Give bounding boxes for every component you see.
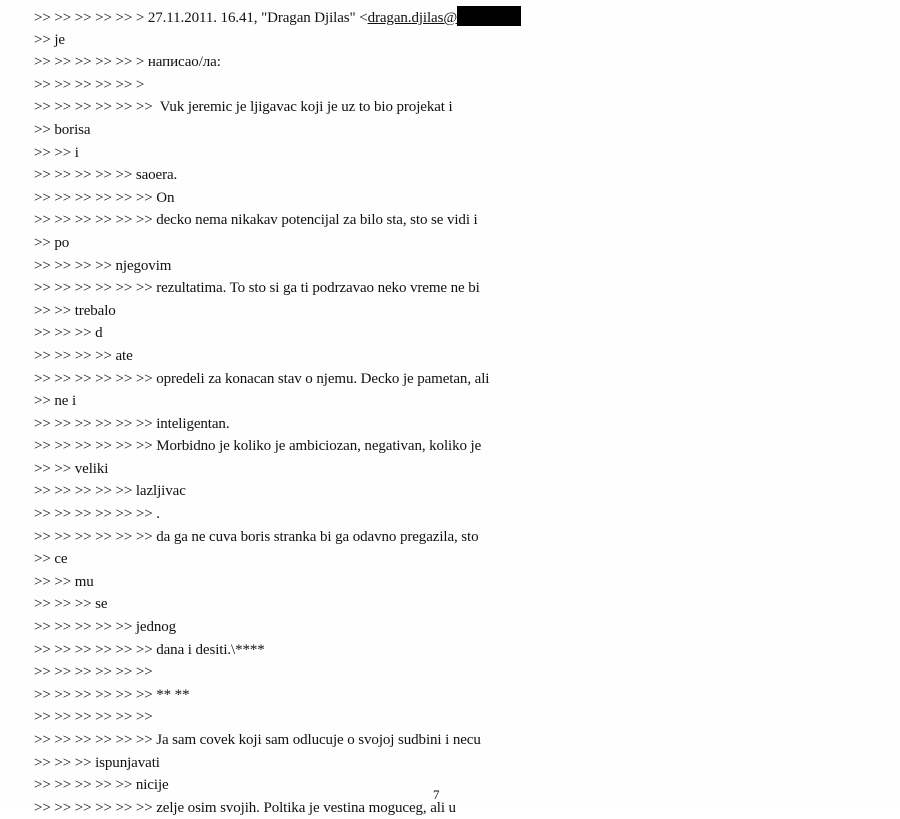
text-line: >> >> >> se bbox=[34, 596, 108, 613]
text-line: >> >> >> >> >> >> inteligentan. bbox=[34, 415, 230, 432]
redaction-box bbox=[457, 6, 521, 26]
text-line: >> >> >> >> >> >> Vuk jeremic je ljigavac koji je uz to bio projekat i bbox=[34, 99, 453, 116]
text-line: >> po bbox=[34, 234, 70, 251]
text-line: >> >> >> >> >> > bbox=[34, 76, 145, 93]
text-line: >> ne i bbox=[34, 393, 77, 410]
text-line: >> >> >> >> >> saoera. bbox=[34, 167, 178, 184]
text-line: >> >> >> >> >> >> zelje osim svojih. Poltika je vestina moguceg, ali u bbox=[34, 799, 456, 816]
text-line: >> >> >> >> >> >> da ga ne cuva boris stranka bi ga odavno pregazila, sto bbox=[34, 528, 479, 545]
text-line: >> ce bbox=[34, 551, 68, 568]
text-line: >> >> >> >> >> >> dana i desiti.\**** bbox=[34, 641, 265, 658]
text-line: >> >> >> >> >> >> Ja sam covek koji sam odlucuje o svojoj sudbini i necu bbox=[34, 732, 481, 748]
header-line bbox=[34, 6, 674, 29]
text-line: >> >> i bbox=[34, 144, 79, 161]
text-line: >> >> >> >> >> >> opredeli za konacan stav o njemu. Decko je pametan, ali bbox=[34, 370, 490, 387]
text-line: >> >> >> d bbox=[34, 325, 103, 342]
text-line: >> je bbox=[34, 31, 65, 48]
text-line: >> >> >> >> >> >> decko nema nikakav potencijal za bilo sta, sto se vidi i bbox=[34, 212, 478, 229]
header-prefix: >> >> >> >> >> > 27.11.2011. 16.41, "Dragan Djilas" < bbox=[34, 10, 368, 26]
text-line: >> >> >> >> >> >> rezultatima. To sto si ga ti podrzavao neko vreme ne bi bbox=[34, 280, 480, 297]
text-line: >> >> >> >> >> >> ** ** bbox=[34, 686, 190, 703]
text-line: >> >> >> >> >> >> On bbox=[34, 189, 175, 206]
page-number: 7 bbox=[433, 787, 440, 802]
text-line: >> borisa bbox=[34, 121, 91, 138]
text-line: >> >> >> >> >> >> Morbidno je koliko je ambiciozan, negativan, koliko je bbox=[34, 438, 482, 455]
email-address-link[interactable]: dragan.djilas@ bbox=[367, 10, 458, 26]
text-line: >> >> trebalo bbox=[34, 302, 116, 319]
text-line: >> >> >> >> >> nicije bbox=[34, 777, 169, 794]
text-line: >> >> >> >> >> jednog bbox=[34, 619, 177, 636]
text-line: >> >> >> >> njegovim bbox=[34, 257, 172, 274]
text-line: >> >> >> ispunjavati bbox=[34, 754, 160, 771]
text-line: >> >> veliki bbox=[34, 460, 109, 477]
text-line: >> >> >> >> >> >> bbox=[34, 709, 153, 726]
text-line: >> >> mu bbox=[34, 573, 94, 590]
text-line: >> >> >> >> >> >> bbox=[34, 664, 153, 681]
text-line: >> >> >> >> >> > написао/ла: bbox=[34, 54, 221, 71]
email-thread-text bbox=[34, 6, 674, 819]
text-line: >> >> >> >> ate bbox=[34, 347, 133, 364]
text-line: >> >> >> >> >> >> . bbox=[34, 506, 160, 523]
text-line: >> >> >> >> >> lazljivac bbox=[34, 483, 186, 500]
